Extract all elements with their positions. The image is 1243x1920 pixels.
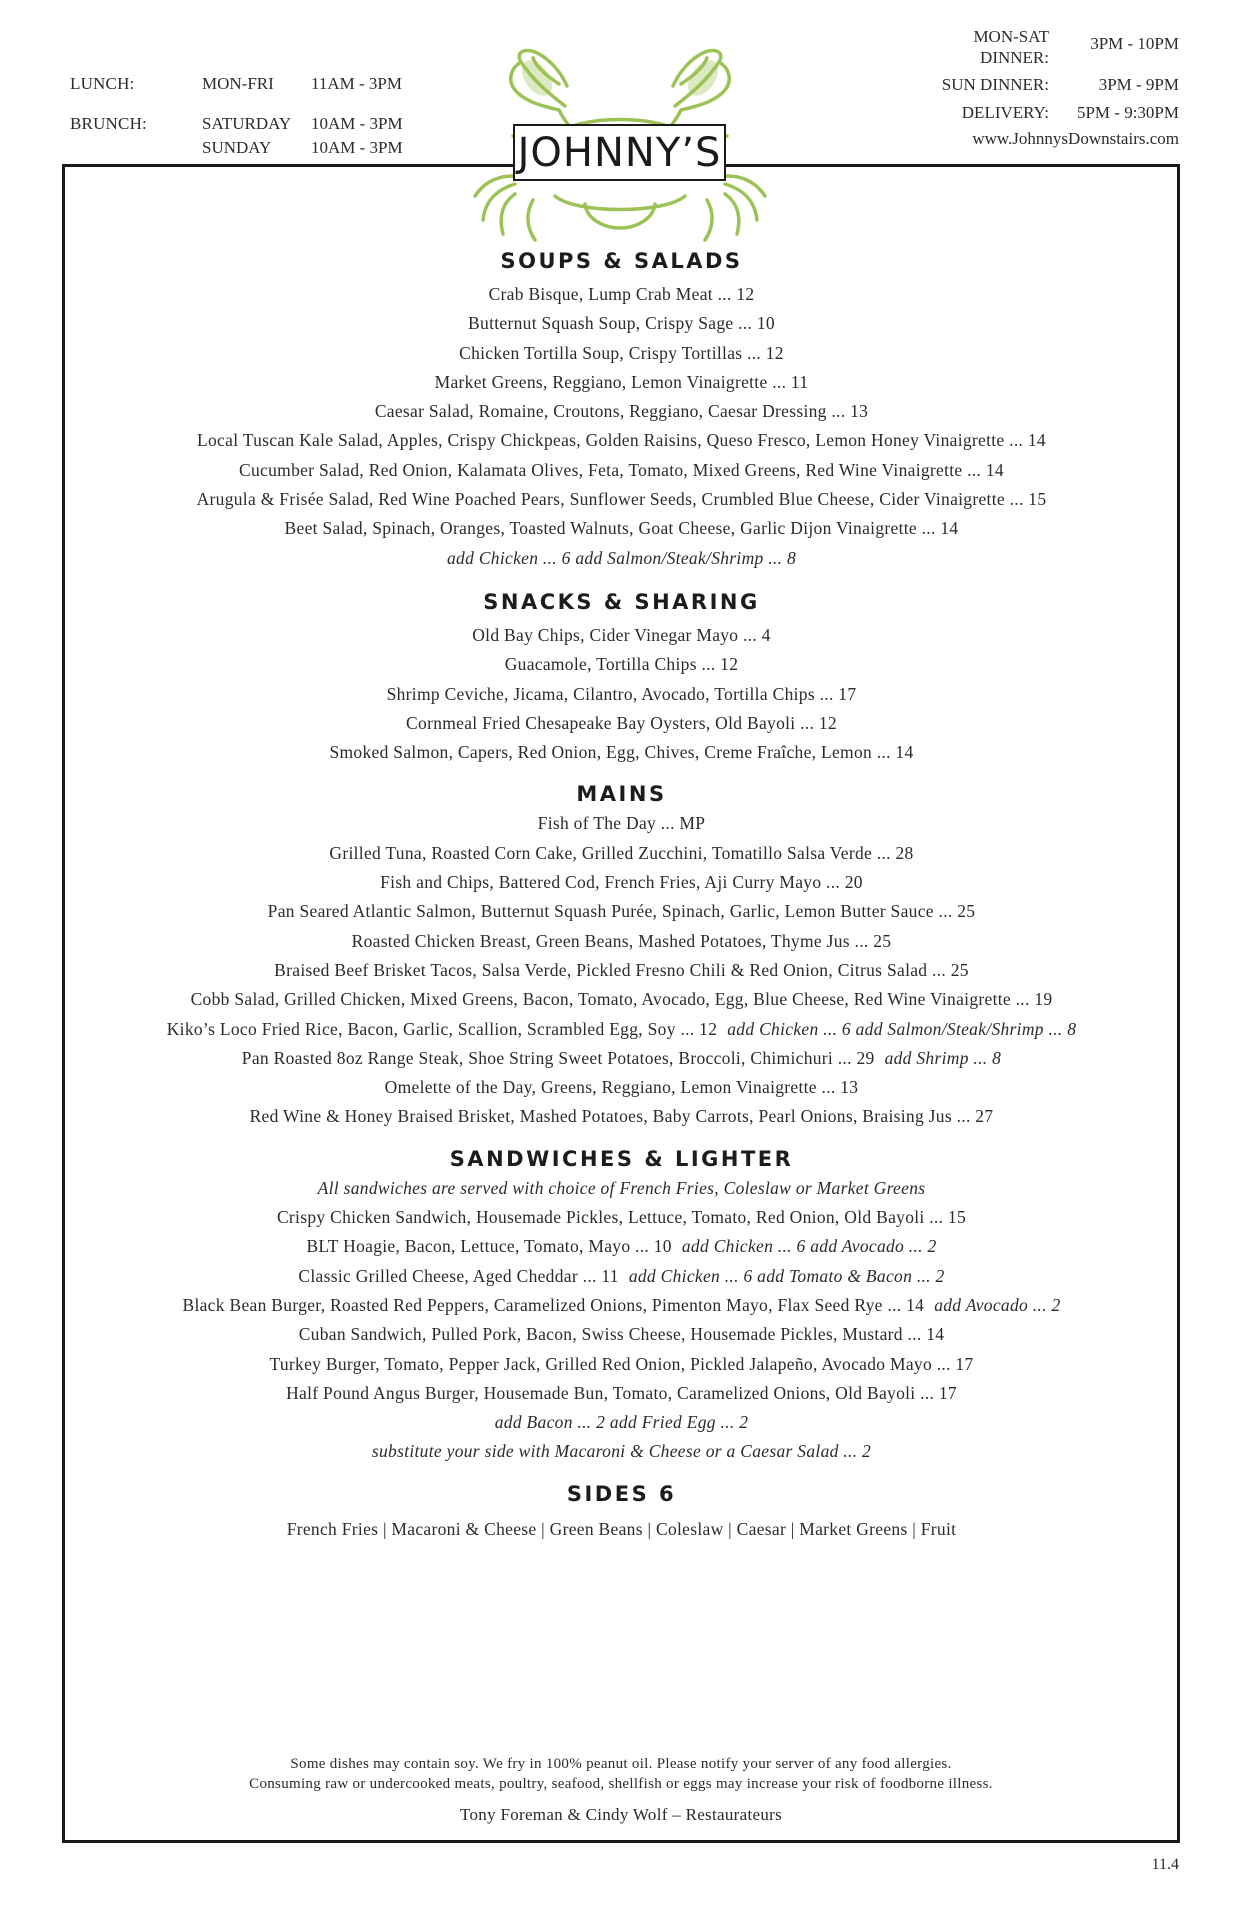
brunch-day-saturday: SATURDAY: [202, 114, 292, 133]
lunch-label: LUNCH:: [70, 74, 135, 93]
menu-item: Chicken Tortilla Soup, Crispy Tortillas ... 12: [459, 342, 784, 363]
menu-item: Pan Seared Atlantic Salmon, Butternut Squash Purée, Spinach, Garlic, Lemon Butter Sauce ... 25: [267, 901, 976, 922]
menu-item: Fish of The Day ... MP: [537, 813, 706, 834]
allergy-note: Some dishes may contain soy. We fry in 100% peanut oil. Please notify your server of any food allergies.: [290, 1756, 952, 1772]
menu-item: Caesar Salad, Romaine, Croutons, Reggiano, Caesar Dressing ... 13: [374, 401, 869, 422]
menu-item: Crab Bisque, Lump Crab Meat ... 12: [488, 284, 755, 304]
footer: [62, 1754, 1180, 1825]
menu-item: Old Bay Chips, Cider Vinegar Mayo ... 4: [472, 624, 771, 645]
menu-item-addon: add Shrimp ... 8: [884, 1047, 1002, 1068]
monsat-time: 3PM - 10PM: [1090, 34, 1179, 53]
menu-item: Half Pound Angus Burger, Housemade Bun, Tomato, Caramelized Onions, Old Bayoli ... 17: [286, 1382, 957, 1403]
menu-item-addon: add Chicken ... 6 add Tomato & Bacon ... 2: [628, 1265, 945, 1286]
brunch-label: BRUNCH:: [70, 114, 147, 133]
lunch-time: 11AM - 3PM: [311, 74, 402, 93]
menu-item: Kiko’s Loco Fried Rice, Bacon, Garlic, Scallion, Scrambled Egg, Soy ... 12 add Chicken ... 6 add Salmon/Steak/Shrimp ... 8: [166, 1018, 1077, 1039]
menu-item: Local Tuscan Kale Salad, Apples, Crispy Chickpeas, Golden Raisins, Queso Fresco, Lemon Honey Vinaigrette ... 14: [197, 430, 1046, 451]
menu-item: Market Greens, Reggiano, Lemon Vinaigrette ... 11: [434, 371, 809, 392]
menu-item: Roasted Chicken Breast, Green Beans, Mashed Potatoes, Thyme Jus ... 25: [351, 930, 892, 951]
menu-item: Cucumber Salad, Red Onion, Kalamata Olives, Feta, Tomato, Mixed Greens, Red Wine Vinaigrette ... 14: [239, 459, 1004, 480]
monsat-label-line2: DINNER:: [980, 48, 1049, 67]
section-title-soups: SOUPS & SALADS: [500, 249, 743, 273]
menu-item: Pan Roasted 8oz Range Steak, Shoe String Sweet Potatoes, Broccoli, Chimichuri ... 29 add Shrimp ... 8: [241, 1047, 1002, 1068]
menu-item: Shrimp Ceviche, Jicama, Cilantro, Avocado, Tortilla Chips ... 17: [386, 683, 857, 704]
monsat-label-line1: MON-SAT: [973, 27, 1049, 46]
version-number: 11.4: [1151, 1856, 1179, 1873]
menu-body: [100, 246, 1143, 1544]
menu-item: Fish and Chips, Battered Cod, French Fries, Aji Curry Mayo ... 20: [380, 872, 863, 893]
menu-item: Braised Beef Brisket Tacos, Salsa Verde, Pickled Fresno Chili & Red Onion, Citrus Salad ... 25: [274, 959, 969, 980]
menu-item: Guacamole, Tortilla Chips ... 12: [504, 654, 739, 675]
menu-item: Omelette of the Day, Greens, Reggiano, Lemon Vinaigrette ... 13: [384, 1077, 859, 1098]
brunch-day-sunday: SUNDAY: [202, 138, 272, 157]
sandwiches-note-substitute: substitute your side with Macaroni & Cheese or a Caesar Salad ... 2: [371, 1441, 872, 1462]
menu-item: Red Wine & Honey Braised Brisket, Mashed Potatoes, Baby Carrots, Pearl Onions, Braising Jus ... 27: [249, 1106, 994, 1127]
section-title-mains: MAINS: [576, 782, 667, 807]
lunch-days: MON-FRI: [202, 74, 274, 93]
menu-item: Crispy Chicken Sandwich, Housemade Pickles, Lettuce, Tomato, Red Onion, Old Bayoli ... 15: [276, 1207, 967, 1228]
sandwiches-note-addons: add Bacon ... 2 add Fried Egg ... 2: [494, 1412, 749, 1433]
delivery-label: DELIVERY:: [961, 103, 1049, 122]
menu-item: Classic Grilled Cheese, Aged Cheddar ... 11 add Chicken ... 6 add Tomato & Bacon ... 2: [298, 1265, 945, 1286]
brunch-time-saturday: 10AM - 3PM: [311, 114, 403, 133]
section-title-sandwiches: SANDWICHES & LIGHTER: [449, 1146, 794, 1171]
menu-item: Cuban Sandwich, Pulled Pork, Bacon, Swiss Cheese, Housemade Pickles, Mustard ... 14: [298, 1324, 945, 1345]
delivery-time: 5PM - 9:30PM: [1076, 103, 1179, 122]
menu-item: Butternut Squash Soup, Crispy Sage ... 10: [468, 313, 775, 334]
soups-list: [100, 280, 1143, 573]
section-title-sides: SIDES 6: [566, 1481, 677, 1506]
snacks-list: [100, 621, 1143, 767]
sun-dinner-time: 3PM - 9PM: [1098, 75, 1179, 94]
sandwiches-intro: All sandwiches are served with choice of French Fries, Coleslaw or Market Greens: [317, 1177, 926, 1198]
sandwiches-list: [100, 1174, 1143, 1467]
menu-item: Cornmeal Fried Chesapeake Bay Oysters, Old Bayoli ... 12: [406, 712, 837, 733]
menu-item: Grilled Tuna, Roasted Corn Cake, Grilled Zucchini, Tomatillo Salsa Verde ... 28: [329, 842, 914, 863]
menu-item: Beet Salad, Spinach, Oranges, Toasted Walnuts, Goat Cheese, Garlic Dijon Vinaigrette ... 14: [284, 518, 959, 539]
menu-item: Arugula & Frisée Salad, Red Wine Poached Pears, Sunflower Seeds, Crumbled Blue Cheese, Cider Vinaigrette ... 15: [196, 489, 1047, 510]
menu-item: Cobb Salad, Grilled Chicken, Mixed Greens, Bacon, Tomato, Avocado, Egg, Blue Cheese, Red Wine Vinaigrette ... 19: [190, 989, 1053, 1010]
menu-item-addon: add Avocado ... 2: [934, 1294, 1061, 1315]
section-title-snacks: SNACKS & SHARING: [483, 589, 760, 614]
soups-addon-note: add Chicken ... 6 add Salmon/Steak/Shrimp ... 8: [447, 547, 796, 568]
menu-item: Black Bean Burger, Roasted Red Peppers, Caramelized Onions, Pimenton Mayo, Flax Seed Rye ... 14 add Avocado ... 2: [182, 1294, 1061, 1315]
menu-item: BLT Hoagie, Bacon, Lettuce, Tomato, Mayo ... 10 add Chicken ... 6 add Avocado ... 2: [306, 1236, 937, 1257]
restaurateurs-signature: Tony Foreman & Cindy Wolf – Restaurateurs: [460, 1805, 782, 1824]
website[interactable]: www.JohnnysDownstairs.com: [972, 129, 1179, 148]
menu-item: Smoked Salmon, Capers, Red Onion, Egg, Chives, Creme Fraîche, Lemon ... 14: [329, 742, 914, 763]
menu-item-addon: add Chicken ... 6 add Salmon/Steak/Shrimp ... 8: [727, 1018, 1077, 1039]
sides-list: French Fries | Macaroni & Cheese | Green Beans | Coleslaw | Caesar | Market Greens | Fruit: [286, 1518, 957, 1539]
logo-wordmark: JOHNNY’S: [513, 124, 726, 181]
consumption-warning: Consuming raw or undercooked meats, poultry, seafood, shellfish or eggs may increase your risk of foodborne illness.: [249, 1776, 993, 1792]
sun-dinner-label: SUN DINNER:: [941, 75, 1049, 94]
menu-item-addon: add Chicken ... 6 add Avocado ... 2: [681, 1236, 937, 1257]
menu-item: Turkey Burger, Tomato, Pepper Jack, Grilled Red Onion, Pickled Jalapeño, Avocado Mayo ... 17: [269, 1353, 974, 1374]
brunch-time-sunday: 10AM - 3PM: [311, 138, 403, 157]
mains-list: [100, 809, 1143, 1131]
